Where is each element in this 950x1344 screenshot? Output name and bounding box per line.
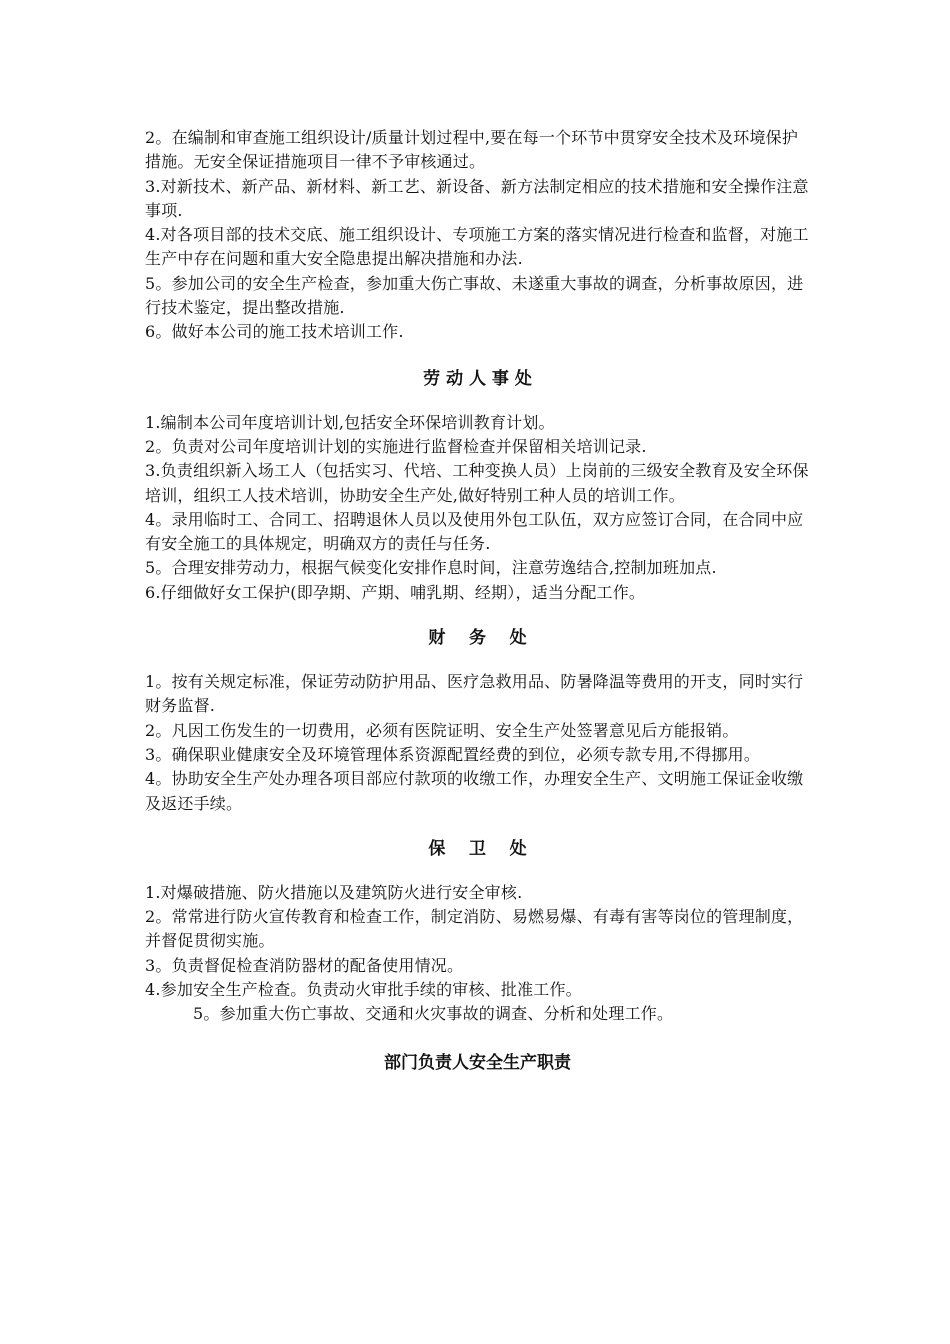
paragraph: 6.仔细做好女工保护(即孕期、产期、哺乳期、经期），适当分配工作。 [145,582,646,602]
paragraph: 1。按有关规定标准，保证劳动防护用品、医疗急救用品、防暑降温等费用的开支，同时实行财务监督. [145,672,804,716]
paragraph: 3.负责组织新入场工人（包括实习、代培、工种变换人员）上岗前的三级安全教育及安全环保培训，组织工人技术培训，协助安全生产处,做好特别工种人员的培训工作。 [145,461,809,505]
document-body [145,126,810,1075]
paragraph: 3.对新技术、新产品、新材料、新工艺、新设备、新方法制定相应的技术措施和安全操作注意事项. [145,176,809,220]
paragraph: 2。凡因工伤发生的一切费用，必须有医院证明、安全生产处签署意见后方能报销。 [145,720,739,740]
paragraph: 3。确保职业健康安全及环境管理体系资源配置经费的到位，必须专款专用,不得挪用。 [145,744,761,764]
paragraph: 6。做好本公司的施工技术培训工作. [145,322,404,342]
paragraph: 4.参加安全生产检查。负责动火审批手续的审核、批准工作。 [145,980,582,1000]
paragraph: 5。参加公司的安全生产检查，参加重大伤亡事故、未遂重大事故的调查，分析事故原因，进行技术鉴定，提出整改措施. [145,273,804,318]
section-heading-labor: 劳 动 人 事 处 [423,368,532,389]
paragraph: 3。负责督促检查消防器材的配备使用情况。 [145,955,464,975]
paragraph: 1.编制本公司年度培训计划,包括安全环保培训教育计划。 [145,412,555,432]
paragraph: 2。负责对公司年度培训计划的实施进行监督检查并保留相关培训记录. [145,436,647,456]
paragraph: 1.对爆破措施、防火措施以及建筑防火进行安全审核. [145,882,523,902]
paragraph: 4。录用临时工、合同工、招聘退休人员以及使用外包工队伍，双方应签订合同，在合同中应有安全施工的具体规定，明确双方的责任与任务. [145,509,804,554]
paragraph: 4。协助安全生产处办理各项目部应付款项的收缴工作，办理安全生产、文明施工保证金收缴及返还手续。 [145,769,804,813]
section-heading-finance: 财 务 处 [428,628,527,649]
paragraph: 2。常常进行防火宣传教育和检查工作，制定消防、易燃易爆、有毒有害等岗位的管理制度，并督促贯彻实施。 [145,907,804,951]
paragraph: 2。在编制和审查施工组织设计/质量计划过程中,要在每一个环节中贯穿安全技术及环境保护措施。无安全保证措施项目一律不予审核通过。 [145,128,799,172]
section-heading-department-head: 部门负责人安全生产职责 [384,1052,571,1073]
paragraph: 5。合理安排劳动力，根据气候变化安排作息时间，注意劳逸结合,控制加班加点. [145,558,717,578]
paragraph: 5。参加重大伤亡事故、交通和火灾事故的调查、分析和处理工作。 [193,1004,674,1024]
paragraph: 4.对各项目部的技术交底、施工组织设计、专项施工方案的落实情况进行检查和监督，对施工生产中存在问题和重大安全隐患提出解决措施和办法. [145,225,809,269]
section-heading-security: 保 卫 处 [428,838,527,859]
